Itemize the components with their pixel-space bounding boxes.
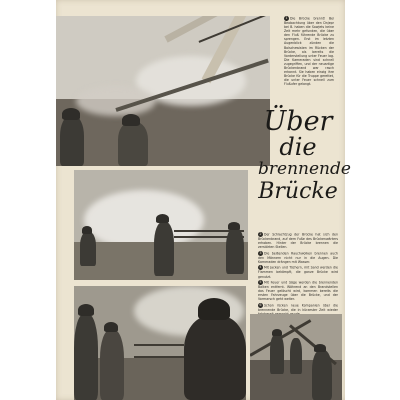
photo-burning-bridge (56, 16, 270, 166)
caption-text: Die Brücke brennt! Bei Beobachtung über den Dnjepr bei B. haben die Sowjets keine Zeit mehr gefunden, die über den Fluß führende Brücke zu sprengen. Erst im letzten Augenblick zünden die Bolschewisten im Rücken der Brücke, als bereits die Vorderstellung unter Feuer lag. Die Kameraden sind schnell zugegriffen, und der neuartige Brückenbrand war rasch erkannt. Sie haben einzig ihre Brücke für die Truppe gerettet, die unter Feuer schnell zum Flußufer gelangt. (284, 16, 334, 87)
article-title (258, 106, 351, 205)
caption-number: 3 (259, 250, 262, 255)
title-line-2: die (279, 133, 317, 161)
caption-text: Mit Jacken und Tüchern, mit Sand werden die Flammen bekämpft, die ganze Brücke wird genutzt. (258, 265, 338, 279)
title-line-1: Über (263, 106, 333, 137)
photo-soldiers-railing (74, 286, 246, 400)
caption-1 (284, 16, 334, 88)
title-line-4: Brücke (258, 179, 338, 204)
caption-number: 4 (259, 265, 262, 270)
photo-soldiers-smoke (74, 170, 248, 280)
title-line-3: brennende (258, 159, 351, 179)
caption-number: 2 (259, 232, 262, 236)
caption-text: Der Schlachtzug der Brücke hat sich den Brückenbrand, auf dem Fuße des Brückenwärters erhoben. Hinter der Brücke brennen die zerstörten Stellen. (258, 232, 338, 250)
caption-item (258, 280, 338, 301)
caption-list (258, 232, 338, 318)
caption-number: 5 (259, 280, 262, 285)
caption-item (258, 251, 338, 264)
caption-number: 1 (285, 16, 288, 20)
caption-item (258, 232, 338, 249)
caption-text: Mit Feuer und Säge werden die brennenden Balken entfernt. Während an den Brandstellen das Feuer gelöscht wird, kommen bereits die ersten Fahrzeuge über die Brücke, und der Vormarsch geht weiter. (258, 280, 338, 302)
photo-bridge-crossing (250, 314, 342, 400)
caption-text: Schon rücken neue Kompanien über die brennende Brücke, die in kürzester Zeit wieder (258, 303, 338, 313)
caption-text: Die beißenden Rauchwolken brennen auch den Männern nicht nur in die Augen. Die Kameraden drängen mit Wasser. (258, 251, 338, 264)
caption-item (258, 265, 338, 278)
caption-number: 6 (259, 303, 262, 308)
